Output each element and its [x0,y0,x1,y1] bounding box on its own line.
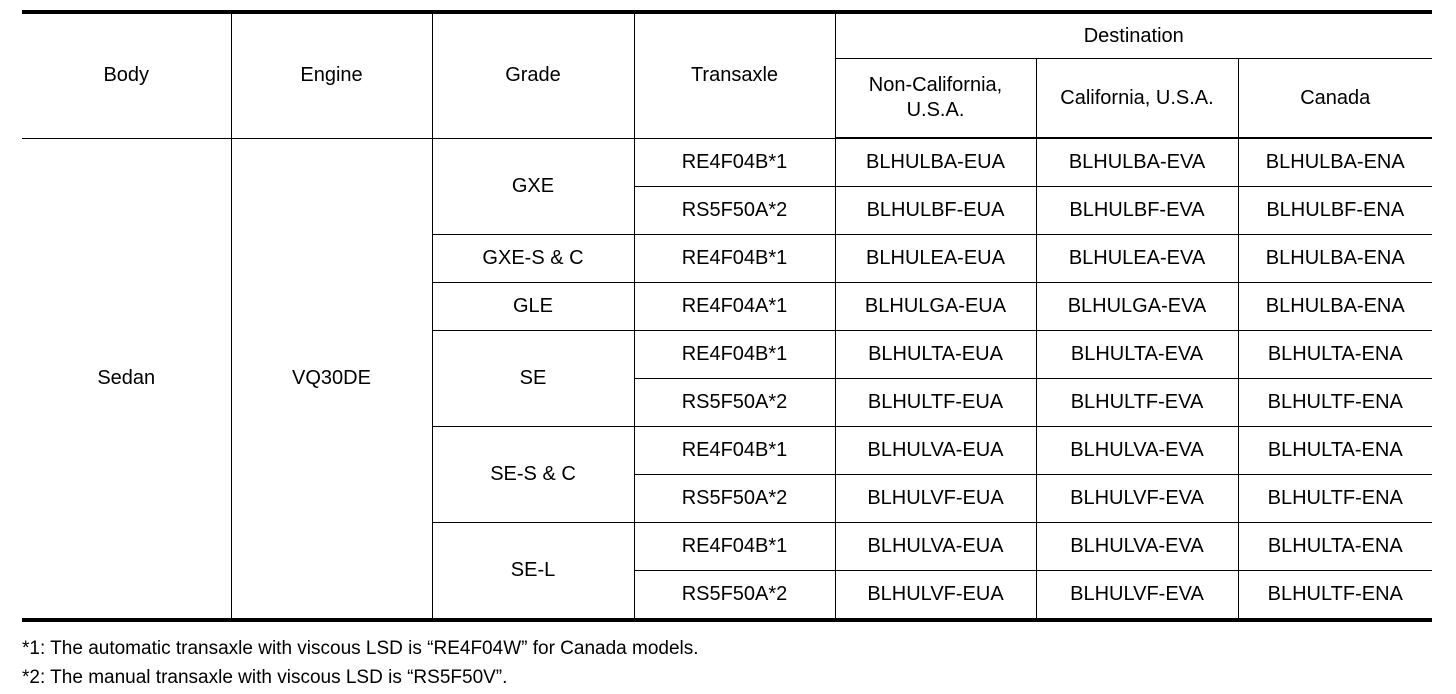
grade-cell: GLE [432,283,634,331]
california-cell: BLHULBF-EVA [1036,187,1238,235]
canada-cell: BLHULTF-ENA [1238,475,1432,523]
transaxle-cell: RS5F50A*2 [634,379,835,427]
header-california: California, U.S.A. [1036,59,1238,139]
transaxle-cell: RE4F04B*1 [634,331,835,379]
canada-cell: BLHULTF-ENA [1238,379,1432,427]
transaxle-cell: RE4F04A*1 [634,283,835,331]
header-body: Body [22,12,231,138]
grade-cell: SE [432,331,634,427]
transaxle-cell: RE4F04B*1 [634,138,835,187]
california-cell: BLHULEA-EVA [1036,235,1238,283]
california-cell: BLHULVA-EVA [1036,523,1238,571]
grade-cell: GXE-S & C [432,235,634,283]
canada-cell: BLHULTA-ENA [1238,523,1432,571]
canada-cell: BLHULBF-ENA [1238,187,1432,235]
model-variation-table [22,10,1432,622]
california-cell: BLHULBA-EVA [1036,138,1238,187]
non-california-cell: BLHULEA-EUA [835,235,1036,283]
table-row [22,138,1432,187]
grade-cell: SE-L [432,523,634,621]
non-california-cell: BLHULTA-EUA [835,331,1036,379]
canada-cell: BLHULBA-ENA [1238,138,1432,187]
california-cell: BLHULGA-EVA [1036,283,1238,331]
transaxle-cell: RE4F04B*1 [634,523,835,571]
non-california-cell: BLHULVA-EUA [835,523,1036,571]
transaxle-cell: RS5F50A*2 [634,475,835,523]
california-cell: BLHULVA-EVA [1036,427,1238,475]
header-engine: Engine [231,12,432,138]
california-cell: BLHULVF-EVA [1036,571,1238,621]
body-cell: Sedan [22,138,231,620]
canada-cell: BLHULBA-ENA [1238,235,1432,283]
transaxle-cell: RE4F04B*1 [634,235,835,283]
non-california-cell: BLHULBA-EUA [835,138,1036,187]
transaxle-cell: RE4F04B*1 [634,427,835,475]
non-california-cell: BLHULTF-EUA [835,379,1036,427]
california-cell: BLHULTA-EVA [1036,331,1238,379]
grade-cell: GXE [432,138,634,235]
header-destination: Destination [835,12,1432,59]
non-california-cell: BLHULVF-EUA [835,571,1036,621]
header-row [22,12,1432,59]
header-transaxle: Transaxle [634,12,835,138]
non-california-cell: BLHULGA-EUA [835,283,1036,331]
transaxle-cell: RS5F50A*2 [634,187,835,235]
canada-cell: BLHULTF-ENA [1238,571,1432,621]
canada-cell: BLHULTA-ENA [1238,331,1432,379]
non-california-cell: BLHULVF-EUA [835,475,1036,523]
footnote-1: *1: The automatic transaxle with viscous LSD is “RE4F04W” for Canada models. [22,638,699,659]
engine-cell: VQ30DE [231,138,432,620]
california-cell: BLHULTF-EVA [1036,379,1238,427]
footnotes [22,634,699,692]
footnote-2: *2: The manual transaxle with viscous LSD is “RS5F50V”. [22,667,508,688]
header-canada: Canada [1238,59,1432,139]
canada-cell: BLHULBA-ENA [1238,283,1432,331]
california-cell: BLHULVF-EVA [1036,475,1238,523]
non-california-cell: BLHULBF-EUA [835,187,1036,235]
grade-cell: SE-S & C [432,427,634,523]
non-california-cell: BLHULVA-EUA [835,427,1036,475]
header-grade: Grade [432,12,634,138]
canada-cell: BLHULTA-ENA [1238,427,1432,475]
model-variation-table-container [22,10,1432,622]
header-non-california: Non-California, U.S.A. [835,59,1036,139]
transaxle-cell: RS5F50A*2 [634,571,835,621]
